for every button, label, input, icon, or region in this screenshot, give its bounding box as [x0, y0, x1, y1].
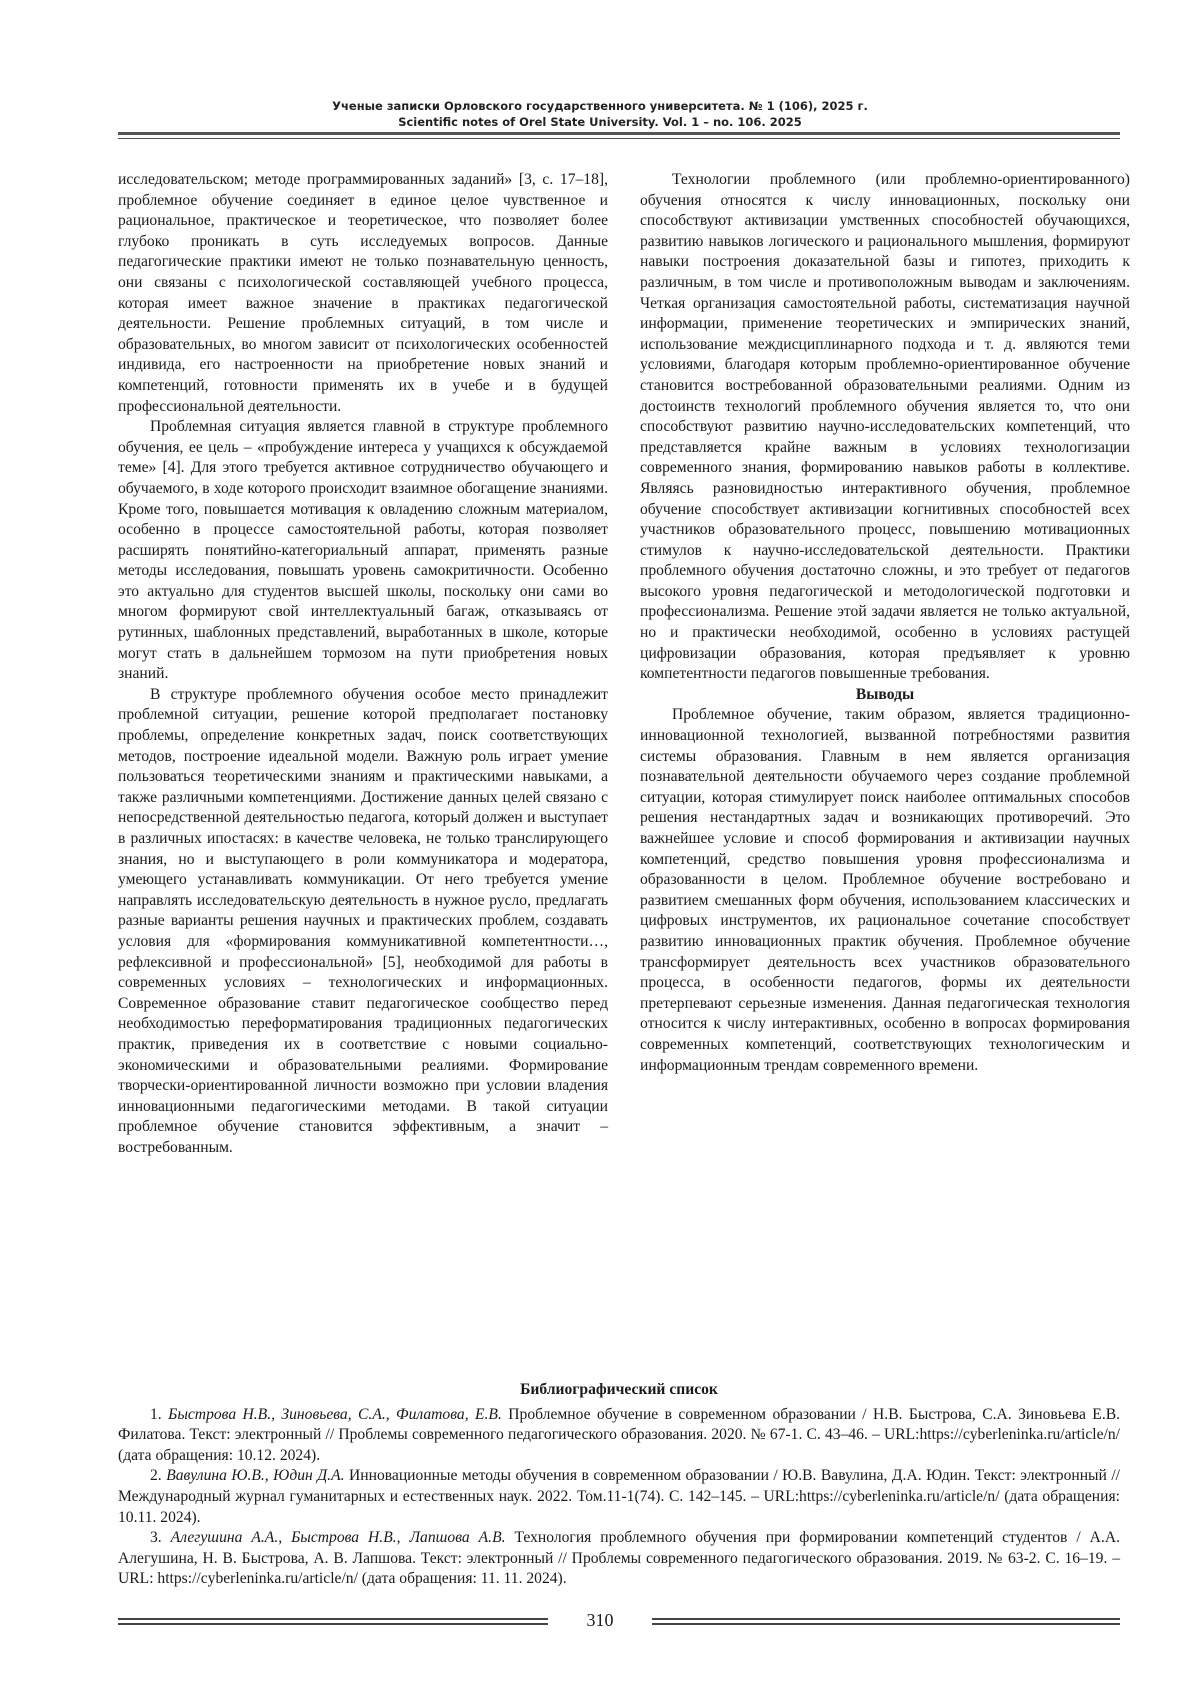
- section-title-conclusions: Выводы: [855, 685, 915, 703]
- reference-authors: Алегушина А.А., Быстрова Н.В., Лапшова А.В.: [170, 1529, 506, 1547]
- bibliography-title: Библиографический список: [520, 1381, 718, 1398]
- paragraph: Проблемное обучение, таким образом, является традиционно-инновационной технологией, вызванной потребностями развития системы образования. Главным в нем является организация познавательной деятельности обучаемого через создание проблемной ситуации, которая стимулирует поиск наиболее оптимальных способов решения нестандартных задач и возникающих противоречий. Это важнейшее условие и способ формирования и активизации научных компетенций, средство повышения уровня профессионализма и образованности в целом. Проблемное обучение востребовано и развитием смешанных форм обучения, использованием классических и цифровых инструментов, их рациональное сочетание способствует развитию инновационных практик обучения. Проблемное обучение трансформирует деятельность всех участников образовательного процесса, в особенности педагогов, формы их деятельности претерпевают серьезные изменения. Данная педагогическая технология относится к числу интерактивных, особенно в вопросах формирования современных компетенций, соответствующих технологическим и информационным трендам современного времени.: [640, 706, 1130, 1074]
- reference-item: [118, 1466, 1120, 1528]
- reference-number: 1.: [150, 1405, 162, 1423]
- journal-header-en: Scientific notes of Orel State University. Vol. 1 – no. 106. 2025: [398, 115, 802, 129]
- footer-rule-right: [652, 1618, 1120, 1620]
- right-column: [640, 170, 1130, 1076]
- journal-header-ru: Ученые записки Орловского государственного университета. № 1 (106), 2025 г.: [332, 99, 868, 113]
- footer-rule-right-2: [652, 1623, 1120, 1625]
- journal-header: [0, 98, 1200, 130]
- footer-rule-left: [118, 1618, 548, 1620]
- header-rule-thick: [118, 132, 1120, 135]
- header-rule-thin: [118, 138, 1120, 139]
- paragraph: В структуре проблемного обучения особое место принадлежит проблемной ситуации, решение которой предполагает постановку проблемы, определение конкретных задач, поиск соответствующих методов, построение идеальной модели. Важную роль играет умение пользоваться теоретическими знаниям и практическими навыками, а также различными компетенциями. Достижение данных целей связано с непосредственной деятельностью педагога, который должен и выступает в различных ипостасях: в качестве человека, не только транслирующего знания, но и выступающего в роли коммуникатора и модератора, умеющего устанавливать коммуникации. От него требуется умение направлять исследовательскую деятельность в нужное русло, предлагать разные варианты решения научных и практических проблем, создавать условия для «формирования коммуникативной компетентности…, рефлексивной и профессиональной» [5], необходимой для работы в современных условиях – технологических и информационных. Современное образование ставит педагогическое сообщество перед необходимостью переформатирования традиционных педагогических практик, приведения их в соответствие с новыми социально-экономическими и образовательными реалиями. Формирование творчески-ориентированной личности возможно при условии владения инновационными педагогическими методами. В такой ситуации проблемное обучение становится эффективным, а значит – востребованным.: [118, 685, 608, 1156]
- page-number: 310: [586, 1610, 614, 1630]
- bibliography: [118, 1380, 1120, 1590]
- paragraph: Проблемная ситуация является главной в структуре проблемного обучения, ее цель – «пробуждение интереса у учащихся к обсуждаемой теме» [4]. Для этого требуется активное сотрудничество обучающего и обучаемого, в ходе которого происходит взаимное обогащение знаниями. Кроме того, повышается мотивация к овладению сложным материалом, особенно в процессе самостоятельной работы, которая позволяет расширять понятийно-категориальный аппарат, применять разные методы исследования, повышать уровень самокритичности. Особенно это актуально для студентов высшей школы, поскольку они сами во многом формируют свой интеллектуальный багаж, отказываясь от рутинных, шаблонных представлений, выработанных в школе, которые могут стать в дальнейшем тормозом на пути приобретения новых знаний.: [118, 418, 608, 683]
- reference-text: Проблемное обучение в современном образовании / Н.В. Быстрова, С.А. Зиновьева Е.В. Филатова. Текст: электронный // Проблемы современного педагогического образования. 2020. № 67-1. С. 43–46. – URL:https://cyberleninka.ru/article/n/ (дата обращения: 10.12. 2024).: [118, 1405, 1121, 1464]
- reference-text: Технология проблемного обучения при формировании компетенций студентов / А.А. Алегушина, Н. В. Быстрова, А. В. Лапшова. Текст: электронный // Проблемы современного педагогического образования. 2019. № 63-2. С. 16–19. – URL: https://cyberleninka.ru/article/n/ (дата обращения: 11. 11. 2024).: [118, 1529, 1120, 1588]
- paragraph: исследовательском; методе программированных заданий» [3, с. 17–18], проблемное обучение соединяет в единое целое чувственное и рациональное, практическое и теоретическое, что позволяет более глубоко проникать в суть исследуемых вопросов. Данные педагогические практики имеют не только познавательную ценность, они связаны с психологической составляющей учебного процесса, которая имеет важное значение в практиках педагогической деятельности. Решение проблемных ситуаций, в том числе и образовательных, во многом зависит от психологических особенностей индивида, его настроенности на приобретение новых знаний и компетенций, готовности применять их в учебе и в будущей профессиональной деятельности.: [118, 171, 608, 415]
- reference-item: [118, 1528, 1120, 1590]
- reference-item: [118, 1405, 1120, 1467]
- reference-authors: Быстрова Н.В., Зиновьева, С.А., Филатова, Е.В.: [168, 1405, 502, 1423]
- paragraph: Технологии проблемного (или проблемно-ориентированного) обучения относятся к числу инновационных, поскольку они способствуют активизации умственных способностей обучающихся, развитию навыков логического и рационального мышления, формируют навыки построения доказательной базы и гипотез, приходить к различным, в том числе и противоположным выводам и заключениям. Четкая организация самостоятельной работы, систематизация научной информации, применение теоретических и эмпирических знаний, использование междисциплинарного подхода и т. д. являются теми условиями, благодаря которым проблемно-ориентированное обучение становится востребованной образовательными реалиями. Одним из достоинств технологий проблемного обучения является то, что они способствуют развитию научно-исследовательских компетенций, что представляется крайне важным в условиях технологизации современного знания, формированию навыков работы в коллективе. Являясь разновидностью интерактивного обучения, проблемное обучение способствует активизации когнитивных способностей всех участников образовательного процесс, повышению мотивационных стимулов к научно-исследовательской деятельности. Практики проблемного обучения достаточно сложны, и это требует от педагогов высокого уровня педагогической и методологической подготовки и профессионализма. Решение этой задачи является не только актуальной, но и практически необходимой, особенно в условиях растущей цифровизации образования, которая предъявляет к уровню компетентности педагогов повышенные требования.: [640, 171, 1130, 683]
- reference-number: 2.: [150, 1467, 162, 1485]
- reference-text: Инновационные методы обучения в современном образовании / Ю.В. Вавулина, Д.А. Юдин. Текст: электронный // Международный журнал гуманитарных и естественных наук. 2022. Том.11-1(74). С. 142–145. – URL:https://cyberleninka.ru/article/n/ (дата обращения: 10.11. 2024).: [118, 1467, 1121, 1526]
- reference-authors: Вавулина Ю.В., Юдин Д.А.: [166, 1467, 345, 1485]
- footer-rule-left-2: [118, 1623, 548, 1625]
- left-column: [118, 170, 608, 1159]
- reference-number: 3.: [150, 1529, 162, 1547]
